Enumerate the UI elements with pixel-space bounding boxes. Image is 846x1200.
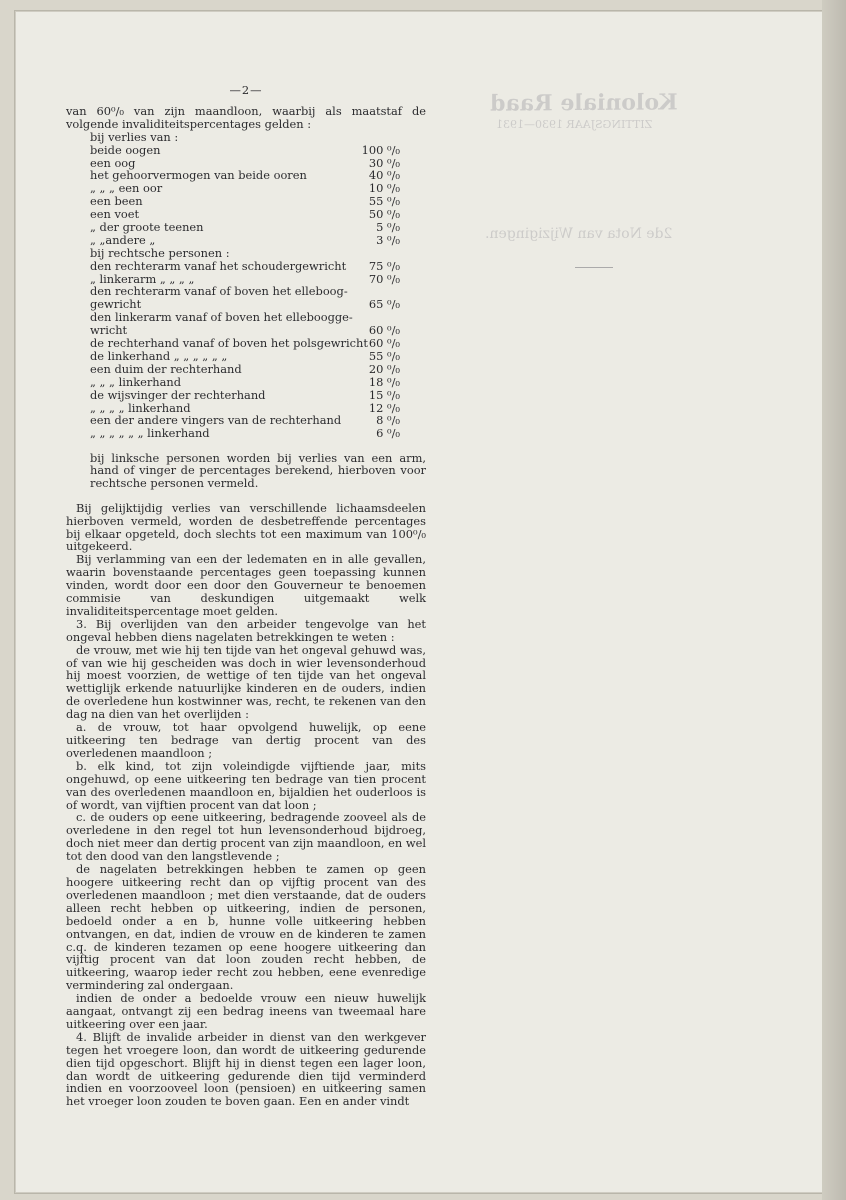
percentage-row [66,144,426,157]
percentage-label: een oog [90,155,136,170]
percentage-label: een duim der rechterhand [90,361,242,376]
percentage-value: 10 ⁰/₀ [368,181,400,196]
percentage-value: 20 ⁰/₀ [368,361,400,376]
percentage-label: de linkerhand „ „ „ „ „ „ [90,348,228,363]
percentage-value: 6 ⁰/₀ [376,426,400,441]
percentage-label: de wijsvinger der rechterhand [90,387,266,402]
percentage-value: 30 ⁰/₀ [368,155,400,170]
percentage-row [66,234,426,247]
percentage-value: 70 ⁰/₀ [368,271,400,286]
left-handed-note: bij linksche personen worden bij verlies van een arm, hand of vinger de percentages berekend, hierboven voor rechtsche personen vermeld. [90,450,426,491]
paragraph-remarriage: indien de onder a bedoelde vrouw een nieuw huwelijk aangaat, ontvangt zij een bedrag ineens van tweemaal hare uitkeering over een jaar. [66,991,426,1031]
percentage-label: „ „ „ een oor [90,181,163,196]
percentage-value: 65 ⁰/₀ [368,297,400,312]
percentage-row [66,363,426,376]
paragraph-4: 4. Blijft de invalide arbeider in dienst van den werkgever tegen het vroegere loon, dan wordt de uitkeering gedurende dien tijd opgeschort. Blijft hij in dienst tegen een lager loon, dan wordt de uitkeering gedurende dien tijd verminderd indien en voorzooveel loon (pensioen) en uitkeering samen het vroeger loon zouden te boven gaan. Een en ander vindt [66,1029,426,1109]
percentage-value: 18 ⁰/₀ [368,374,400,389]
percentage-row [66,350,426,363]
percentage-value: 3 ⁰/₀ [376,232,400,247]
percentage-label: „ „ „ „ linkerhand [90,400,191,415]
percentage-label: „ linkerarm „ „ „ „ [90,271,195,286]
percentage-label: beide oogen [90,142,161,157]
percentage-row [66,260,426,273]
percentage-label: een been [90,194,143,209]
paragraph-3-wife: de vrouw, met wie hij ten tijde van het ongeval gehuwd was, of van wie hij gescheiden was doch in wier levensonderhoud hij moest voorzien, de wettige of ten tijde van het ongeval wettiglijk erkende natuurlijke kinderen en de ouders, indien de overledene hun kostwinner was, recht, te rekenen van den dag na dien van het overlijden : [66,642,426,722]
item-b: b. elk kind, tot zijn voleindigde vijftiende jaar, mits ongehuwd, op eene uitkeering ten bedrage van tien procent van des overledenen maandloon en, bijaldien het ouderloos is of wordt, van vijftien procent van dat loon ; [66,758,426,812]
percentage-table-right-handed [66,260,426,441]
percentage-table-general [66,144,426,247]
item-a: a. de vrouw, tot haar opvolgend huwelijk, op eene uitkeering ten bedrage van dertig procent van des overledenen maandloon ; [66,720,426,760]
percentage-label: „ „andere „ [90,232,156,247]
bleed-through-heading: Koloniale Raad [489,89,678,117]
percentage-label: een voet [90,207,140,222]
percentage-value: 12 ⁰/₀ [368,400,400,415]
percentage-row [66,427,426,440]
percentage-value: 40 ⁰/₀ [368,168,400,183]
percentage-value: 15 ⁰/₀ [368,387,400,402]
page-edge [822,0,846,1200]
page-number: —2— [229,83,263,97]
intro-paragraph: van 60⁰/₀ van zijn maandloon, waarbij als maatstaf de volgende invaliditeitspercentages gelden : [66,103,426,131]
document-body [66,84,426,1108]
percentage-value: 60 ⁰/₀ [368,336,400,351]
percentage-label: „ „ „ „ „ „ linkerhand [90,426,210,441]
paragraph-3-intro: 3. Bij overlijden van den arbeider tengevolge van het ongeval hebben diens nagelaten betrekkingen te weten : [66,616,426,644]
right-handed-label: bij rechtsche personen : [90,245,230,260]
percentage-row [66,376,426,389]
item-c: c. de ouders op eene uitkeering, bedragende zooveel als de overledene in den regel tot hun levensonderhoud bijdroeg, doch niet meer dan dertig procent van zijn maandloon, en wel tot den dood van den langstlevende ; [66,810,426,864]
percentage-value: 5 ⁰/₀ [376,219,400,234]
paragraph-simultaneous-loss: Bij gelijktijdig verlies van verschillende lichaamsdeelen hierboven vermeld, worden de desbetreffende percentages bij elkaar opgeteld, doch slechts tot een maximum van 100⁰/₀ uitgekeerd. [66,500,426,554]
percentage-label: „ der groote teenen [90,219,204,234]
percentage-value: 100 ⁰/₀ [361,142,400,157]
loss-label: bij verlies van : [90,129,179,144]
percentage-value: 75 ⁰/₀ [368,258,400,273]
percentage-value: 50 ⁰/₀ [368,207,400,222]
percentage-label: „ „ „ linkerhand [90,374,182,389]
percentage-row [66,221,426,234]
percentage-label: de rechterhand vanaf of boven het polsgewricht [90,336,368,351]
percentage-label: den rechterarm vanaf het schoudergewricht [90,258,347,273]
paragraph-heirs: de nagelaten betrekkingen hebben te zamen op geen hoogere uitkeering recht dan op vijftig procent van des overledenen maandloon ; met dien verstaande, dat de ouders alleen recht hebben op uitkeering, indien de personen, bedoeld onder a en b, hunne volle uitkeering hebben ontvangen, en dat, indien de vrouw en de kinderen te zamen c.q. de kinderen tezamen op eene hoogere uitkeering dan vijftig procent van dat loon zouden recht hebben, de uitkeering, waarop ieder recht zou hebben, eene evenredige vermindering zal ondergaan. [66,862,426,993]
percentage-row [66,389,426,402]
percentage-label: den rechterarm vanaf of boven het elleboog-gewricht [90,284,348,312]
percentage-value: 8 ⁰/₀ [376,413,400,428]
percentage-label: een der andere vingers van de rechterhand [90,413,342,428]
paragraph-paralysis: Bij verlamming van een der ledematen en in alle gevallen, waarin bovenstaande percentages geen toepassing kunnen vinden, wordt door een door den Gouverneur te benoemen commisie van deskundigen uitgemaakt welk invaliditeitspercentage moet gelden. [66,552,426,618]
percentage-label: het gehoorvermogen van beide ooren [90,168,307,183]
bleed-through-subheading: ZITTINGSJAAR 1930—1931 [496,118,653,131]
bleed-through-rule [575,267,613,268]
bleed-through-title: 2de Nota van Wijzigingen. [485,226,673,242]
percentage-value: 55 ⁰/₀ [368,348,400,363]
percentage-row [66,311,426,337]
percentage-row [66,285,426,311]
percentage-value: 60 ⁰/₀ [368,323,400,338]
percentage-label: den linkerarm vanaf of boven het elleboogge-wricht [90,310,353,338]
percentage-value: 55 ⁰/₀ [368,194,400,209]
